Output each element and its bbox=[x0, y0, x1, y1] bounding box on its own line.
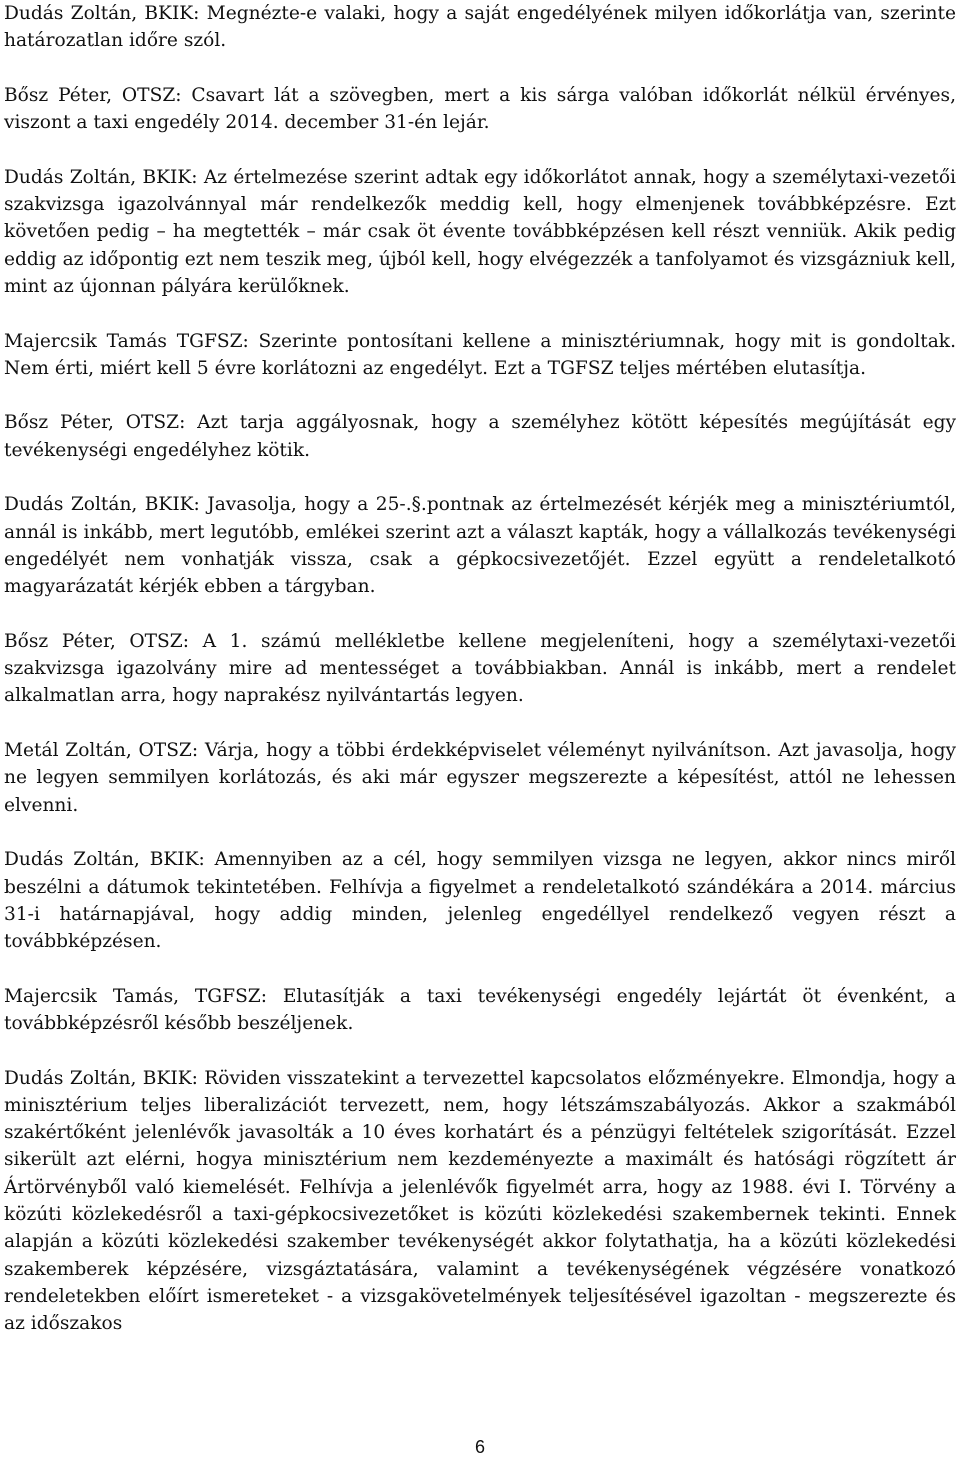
paragraph-2: Bősz Péter, OTSZ: Csavart lát a szövegben, mert a kis sárga valóban időkorlát nélkül érvényes, viszont a taxi engedély 2014. december 31-én lejár. bbox=[4, 84, 956, 134]
paragraph-9: Dudás Zoltán, BKIK: Amennyiben az a cél, hogy semmilyen vizsga ne legyen, akkor nincs miről beszélni a dátumok tekintetében. Felhívja a figyelmet a rendeletalkotó szándékára a 2014. március 31-i határnapjával, hogy addig minden, jelenleg engedéllyel rendelkező vegyen részt a továbbképzésen. bbox=[4, 849, 956, 953]
paragraph-5: Bősz Péter, OTSZ: Azt tarja aggályosnak, hogy a személyhez kötött képesítés megújítását egy tevékenységi engedélyhez kötik. bbox=[4, 412, 956, 461]
page-number: 6 bbox=[474, 1437, 485, 1457]
paragraph-7: Bősz Péter, OTSZ: A 1. számú mellékletbe kellene megjeleníteni, hogy a személytaxi-vezetői szakvizsga igazolvány mire ad mentességet a továbbiakban. Annál is inkább, mert a rendelet alkalmatlan arra, hogy naprakész nyilvántartás legyen. bbox=[4, 630, 956, 707]
paragraph-11: Dudás Zoltán, BKIK: Röviden visszatekint a tervezettel kapcsolatos előzményekre. Elmondja, hogy a minisztérium teljes liberalizációt tervezett, nem, hogy létszámszabályozás. Akkor a szakmából szakértőként jelenlévők javasolták a 10 éves korhatárt és a pénzügyi feltételek szigorítását. Ezzel sikerült azt elérni, hogya minisztérium nem kezdeményezte a maximált és hatósági rögzített ár Ártörvényből való kiemelését. Felhívja a jelenlévők figyelmét arra, hogy az 1988. évi I. Törvény a közúti közlekedésről a taxi-gépkocsivezetőket is közúti közlekedési szakembernek tekinti. Ennek alapján a közúti közlekedési szakember tevékenységét akkor folytathatja, ha a közúti közlekedési szakemberek képzésére, vizsgáztatására, valamint a tevékenységének végzésére vonatkozó rendeletekben előírt ismereteket - a vizsgakövetelmények teljesítésével igazoltan - megszerezte és az időszakos bbox=[4, 1067, 956, 1335]
paragraph-4: Majercsik Tamás TGFSZ: Szerinte pontosítani kellene a minisztériumnak, hogy mit is gondoltak. Nem érti, miért kell 5 évre korlátozni az engedélyt. Ezt a TGFSZ teljes mértében elutasítja. bbox=[4, 330, 956, 379]
document-body bbox=[4, 0, 956, 1365]
paragraph-6: Dudás Zoltán, BKIK: Javasolja, hogy a 25-.§.pontnak az értelmezését kérjék meg a minisztériumtól, annál is inkább, mert legutóbb, emlékei szerint azt a választ kapták, hogy a vállalkozás tevékenységi engedélyét nem vonhatják vissza, csak a gépkocsivezetőjét. Ezzel együtt a rendeletalkotó magyarázatát kérjék ebben a tárgyban. bbox=[4, 494, 956, 598]
paragraph-1: Dudás Zoltán, BKIK: Megnézte-e valaki, hogy a saját engedélyének milyen időkorlátja van, szerinte határozatlan időre szól. bbox=[4, 3, 956, 52]
paragraph-10: Majercsik Tamás, TGFSZ: Elutasítják a taxi tevékenységi engedély lejártát öt évenként, a továbbképzésről később beszéljenek. bbox=[4, 985, 956, 1034]
paragraph-3: Dudás Zoltán, BKIK: Az értelmezése szerint adtak egy időkorlátot annak, hogy a személytaxi-vezetői szakvizsga igazolvánnyal már rendelkezők meddig kell, hogy elmenjenek továbbképzésre. Ezt követően pedig – ha megtették – már csak öt évente továbbképzésen kell részt venniük. Akik pedig eddig az időpontig ezt nem teszik meg, újból kell, hogy elvégezzék a tanfolyamot és vizsgázniuk kell, mint az újonnan pályára kerülőknek. bbox=[4, 166, 956, 297]
paragraph-8: Metál Zoltán, OTSZ: Várja, hogy a többi érdekképviselet véleményt nyilvánítson. Azt javasolja, hogy ne legyen semmilyen korlátozás, és aki már egyszer megszerezte a képesítést, attól ne lehessen elvenni. bbox=[4, 740, 956, 816]
